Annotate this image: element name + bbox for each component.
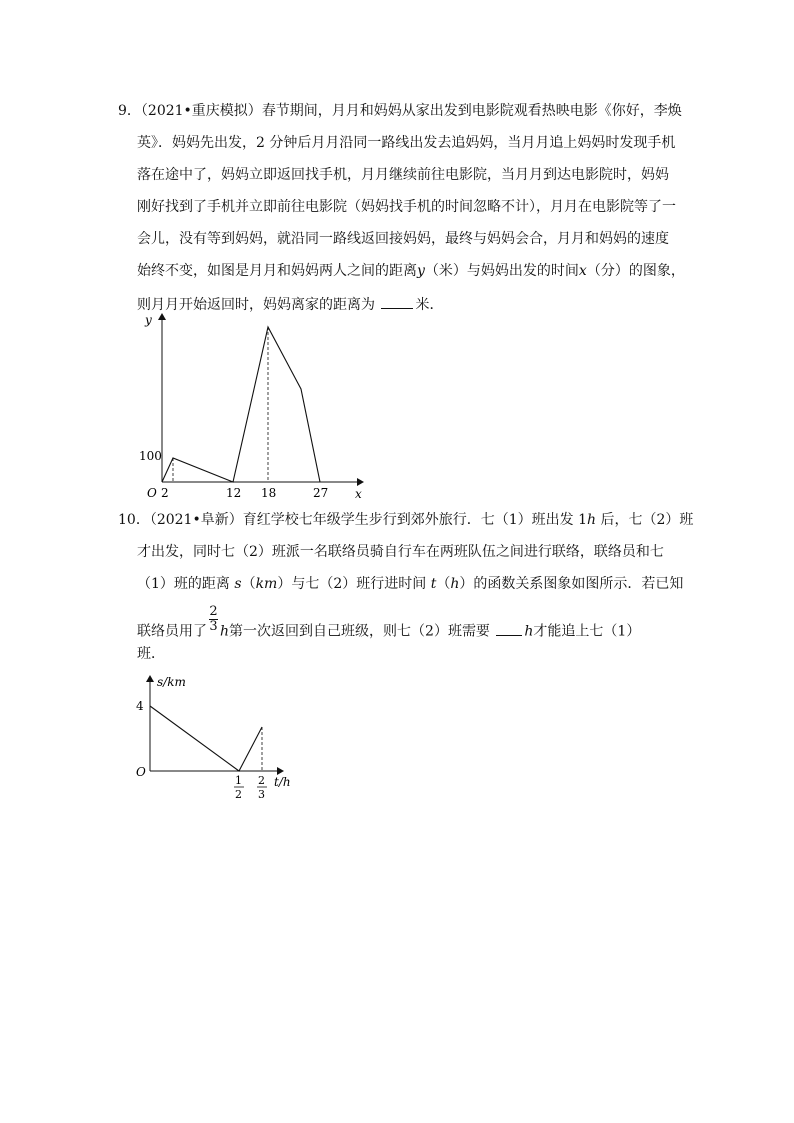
q10-text-3c: ）的函数关系图象如图所示．若已知 [459,576,684,592]
q10-var-h2: h [450,576,460,592]
q9-answer-blank[interactable] [381,294,413,309]
q9-distance-curve [162,327,320,482]
q9-x-tick-2: 2 [161,486,169,500]
q10-x-tick-1-2-num: 1 [235,774,242,787]
q10-var-h4: h [524,623,534,640]
q9-line-6 [137,262,685,280]
q10-text-1b: 后，七（2）班 [596,512,694,528]
q10-distance-curve [150,706,262,771]
q10-var-s: s [234,576,242,592]
q10-text-5: 班． [137,646,165,662]
q10-fraction-2-3 [209,605,218,634]
q10-var-h3: h [220,623,230,640]
q9-text-6b: （米）与妈妈出发的时间 [424,263,579,279]
q10-line-5 [137,645,165,663]
q9-y-tick-100: 100 [139,449,162,463]
q9-text-6a: 始终不变，如图是月月和妈妈两人之间的距离 [137,263,417,279]
q10-y-label: s/km [157,675,186,689]
q9-x-tick-27: 27 [313,486,329,500]
q10-var-t: t [430,576,437,592]
q9-number: 9． [118,103,141,119]
q9-line-4 [137,198,676,216]
q9-graph [135,310,375,510]
q10-line-4 [137,604,641,646]
q9-y-label: y [145,313,152,327]
q10-text-1a: 育红学校七年级学生步行到郊外旅行．七（1）班出发 1 [242,512,587,528]
q9-text-6c: （分）的图象， [586,263,685,279]
q9-text-2: 英》．妈妈先出发，2 分钟后月月沿同一路线出发去追妈妈，当月月追上妈妈时发现手机 [137,135,676,151]
q10-graph [133,672,313,812]
q10-text-4c: 才能追上七（1） [533,623,641,640]
q10-x-tick-2-3-den: 3 [258,788,265,801]
q9-line-3 [137,166,669,184]
q10-origin: O [136,765,146,779]
q10-var-h1: h [586,512,597,528]
q9-var-y: y [417,263,425,279]
q10-var-km: km [255,576,278,592]
q9-origin: O [147,486,157,500]
q10-text-2: 才出发，同时七（2）班派一名联络员骑自行车在两班队伍之间进行联络，联络员和七 [137,544,664,560]
q10-text-3a: （1）班的距离 [137,576,230,592]
q9-text-4: 刚好找到了手机并立即前往电影院（妈妈找手机的时间忽略不计），月月在电影院等了一 [137,199,676,215]
q10-text-3b: ）与七（2）班行进时间 [277,576,427,592]
q9-text-7a: 则月月开始返回时，妈妈离家的距离为 [137,297,375,313]
q9-var-x: x [578,263,587,279]
q10-line-2 [137,543,664,561]
q9-line-2 [137,134,675,152]
q9-source: （2021•重庆模拟） [140,103,262,119]
q9-line-1 [118,102,682,120]
q10-line-3: （1）班的距离 s（km）与七（2）班行进时间 t（h）的函数关系图象如图所示．若已知 [137,576,684,592]
q10-text-4b: 第一次返回到自己班级，则七（2）班需要 [229,623,490,640]
q10-source: （2021•阜新） [149,512,243,528]
q10-text-4a: 联络员用了 [137,623,207,640]
q10-answer-blank[interactable] [496,621,522,636]
q10-number: 10． [118,512,150,528]
q9-line-5 [137,230,669,248]
q10-y-tick-4: 4 [136,699,144,713]
q9-text-5: 会儿，没有等到妈妈，就沿同一路线返回接妈妈，最终与妈妈会合，月月和妈妈的速度 [137,231,669,247]
q9-x-tick-18: 18 [261,486,277,500]
q9-text-7b: 米． [415,297,444,313]
q10-line-1 [118,511,693,529]
q9-x-tick-12: 12 [226,486,242,500]
q9-x-label: x [355,487,362,501]
q10-frac-den: 3 [209,619,218,634]
q9-text-3: 落在途中了，妈妈立即返回找手机，月月继续前往电影院，当月月到达电影院时，妈妈 [137,167,669,183]
q10-x-label: t/h [274,775,291,789]
q10-frac-num: 2 [209,604,218,619]
q10-x-tick-2-3-num: 2 [258,774,265,787]
q9-text-1: 春节期间，月月和妈妈从家出发到电影院观看热映电影《你好，李焕 [261,103,682,119]
q10-x-tick-1-2-den: 2 [235,788,242,801]
